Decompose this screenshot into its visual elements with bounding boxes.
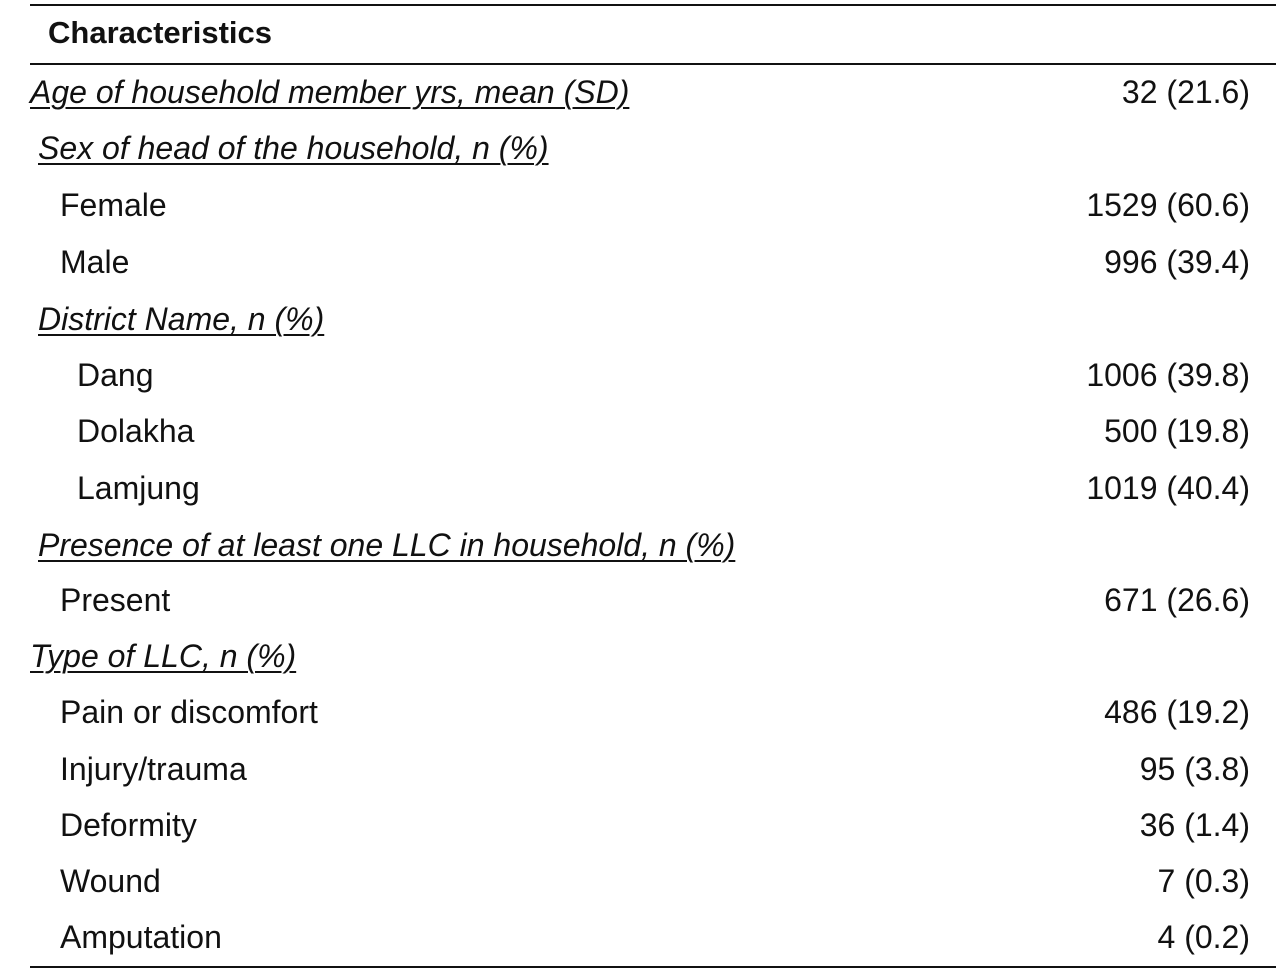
row-value: 4 (0.2) — [1157, 919, 1250, 955]
row-label: Female — [60, 187, 167, 223]
table-row — [30, 234, 1250, 291]
row-label: Pain or discomfort — [60, 694, 318, 730]
table-bottom-rule — [30, 966, 1276, 968]
table-row-age — [30, 64, 1250, 121]
section-label: District Name, n (%) — [38, 301, 325, 337]
row-label: Deformity — [60, 807, 197, 843]
column-header-characteristics: Characteristics — [48, 15, 273, 50]
table-row — [30, 909, 1250, 966]
section-label: Sex of head of the household, n (%) — [38, 130, 549, 166]
table-top-rule — [30, 4, 1276, 6]
row-value: 1529 (60.6) — [1086, 187, 1250, 223]
table-row — [30, 797, 1250, 854]
row-value: 95 (3.8) — [1139, 751, 1250, 787]
table-row — [30, 572, 1250, 629]
row-label: Male — [60, 244, 130, 280]
row-value: 996 (39.4) — [1104, 244, 1250, 280]
row-value: 500 (19.8) — [1104, 413, 1250, 449]
table-row — [30, 853, 1250, 910]
row-label: Wound — [60, 863, 161, 899]
row-label: Present — [60, 582, 171, 618]
row-label: Age of household member yrs, mean (SD) — [30, 74, 630, 110]
row-value: 36 (1.4) — [1139, 807, 1250, 843]
row-value: 1019 (40.4) — [1086, 470, 1250, 506]
table-row — [30, 741, 1250, 798]
row-label: Dang — [77, 357, 154, 393]
row-label: Dolakha — [77, 413, 195, 449]
row-value: 7 (0.3) — [1157, 863, 1250, 899]
table-row — [30, 684, 1250, 741]
row-label: Lamjung — [77, 470, 200, 506]
row-value: 671 (26.6) — [1104, 582, 1250, 618]
section-label: Type of LLC, n (%) — [30, 638, 297, 674]
table-row — [30, 403, 1250, 460]
table-row-llc-presence-heading — [30, 517, 1250, 574]
row-value: 486 (19.2) — [1104, 694, 1250, 730]
table-row-district-heading — [30, 291, 1250, 348]
section-label: Presence of at least one LLC in household, n (%) — [38, 527, 736, 563]
row-value: 32 (21.6) — [1121, 74, 1250, 110]
row-value: 1006 (39.8) — [1086, 357, 1250, 393]
table-row — [30, 177, 1250, 234]
table-row — [30, 460, 1250, 517]
table-row-sex-heading — [30, 120, 1250, 177]
table-row — [30, 347, 1250, 404]
table-row-llc-type-heading — [30, 628, 1250, 685]
characteristics-table — [30, 0, 1276, 975]
row-label: Injury/trauma — [60, 751, 247, 787]
row-label: Amputation — [60, 919, 222, 955]
